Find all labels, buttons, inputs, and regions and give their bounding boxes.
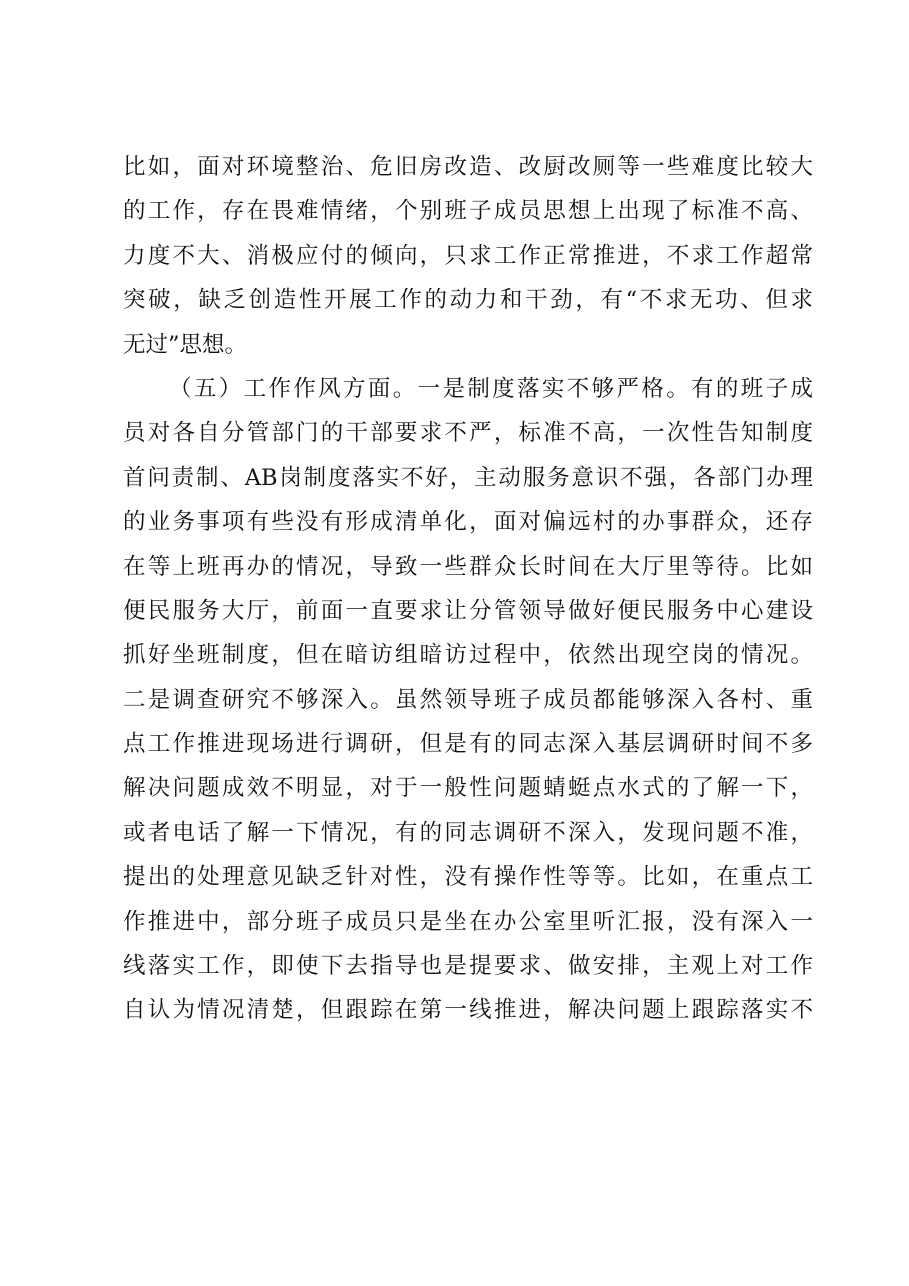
text-line: 员对各自分管部门的干部要求不严，标准不高，一次性告知制度 xyxy=(123,420,813,447)
text-line: 的业务事项有些没有形成清单化，面对偏远村的办事群众，还存 xyxy=(123,509,813,536)
text-line: 在等上班再办的情况，导致一些群众长时间在大厅里等待。比如 xyxy=(123,553,813,580)
text-line: 作推进中，部分班子成员只是坐在办公室里听汇报，没有深入一 xyxy=(123,908,813,935)
text-line: 解决问题成效不明显，对于一般性问题蜻蜓点水式的了解一下， xyxy=(123,775,813,802)
text-line: 力度不大、消极应付的倾向，只求工作正常推进，不求工作超常 xyxy=(123,242,813,269)
document-body xyxy=(123,145,813,1033)
text-line: 或者电话了解一下情况，有的同志调研不深入，发现问题不准， xyxy=(123,819,813,846)
text-line-paragraph-start: （五）工作作风方面。一是制度落实不够严格。有的班子成 xyxy=(169,375,813,402)
text-line: 提出的处理意见缺乏针对性，没有操作性等等。比如，在重点工 xyxy=(123,864,813,891)
text-line: 二是调查研究不够深入。虽然领导班子成员都能够深入各村、重 xyxy=(123,686,813,713)
text-line: 抓好坐班制度，但在暗访组暗访过程中，依然出现空岗的情况。 xyxy=(123,642,813,669)
text-line: 突破，缺乏创造性开展工作的动力和干劲，有“不求无功、但求 xyxy=(123,287,813,314)
text-line: 点工作推进现场进行调研，但是有的同志深入基层调研时间不多 xyxy=(123,731,813,758)
text-line: 线落实工作，即使下去指导也是提要求、做安排，主观上对工作 xyxy=(123,953,813,980)
text-line: 便民服务大厅，前面一直要求让分管领导做好便民服务中心建设 xyxy=(123,597,813,624)
text-line: 自认为情况清楚，但跟踪在第一线推进，解决问题上跟踪落实不 xyxy=(123,997,813,1024)
text-line: 首问责制、AB岗制度落实不好，主动服务意识不强，各部门办理 xyxy=(123,464,813,491)
text-line: 比如，面对环境整治、危旧房改造、改厨改厕等一些难度比较大 xyxy=(123,154,813,180)
text-line: 的工作，存在畏难情绪，个别班子成员思想上出现了标准不高、 xyxy=(123,198,813,225)
text-line-paragraph-end: 无过”思想。 xyxy=(123,331,248,358)
